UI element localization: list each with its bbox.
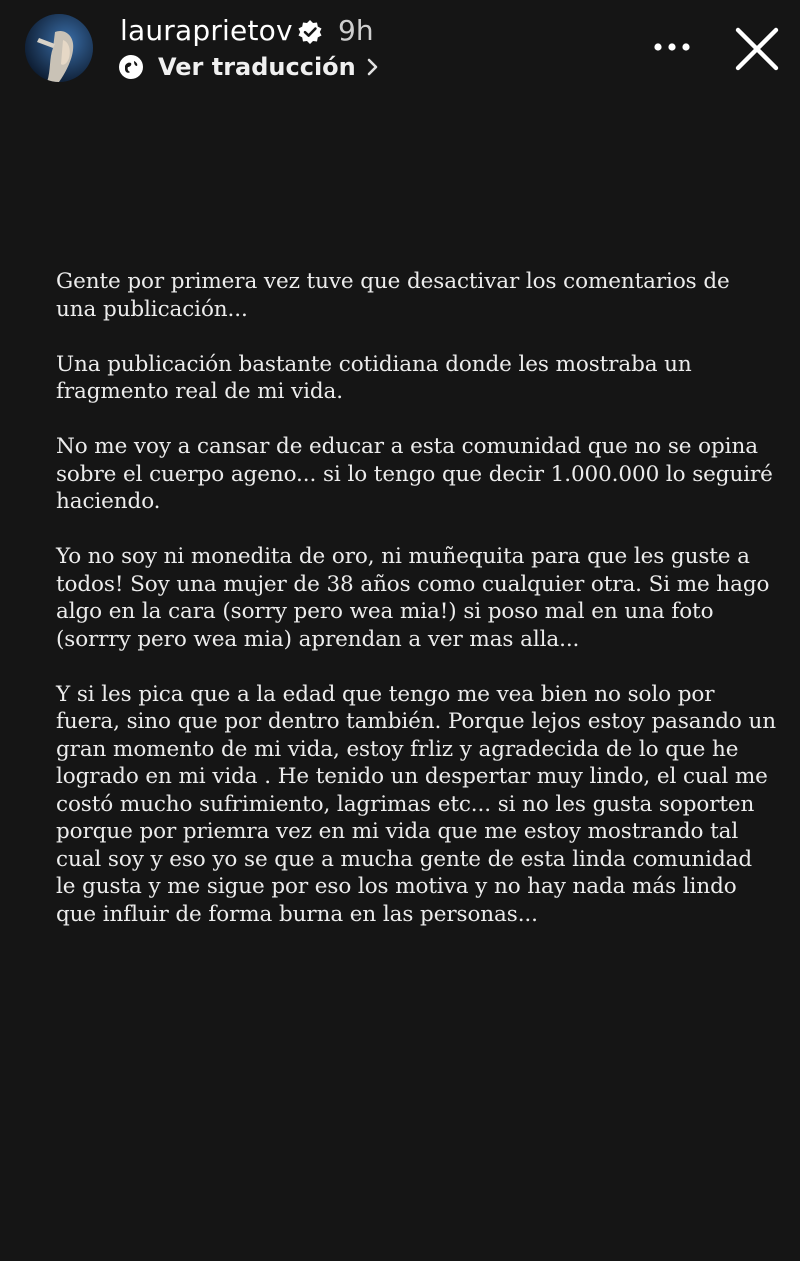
verified-badge-icon	[297, 19, 323, 45]
avatar[interactable]	[25, 14, 93, 82]
more-options-icon[interactable]	[648, 30, 696, 64]
story-paragraph: Yo no soy ni monedita de oro, ni muñequita para que les guste a todos! Soy una mujer de 38 años como cualquier otra. Si me hago algo en la cara (sorry pero wea mia!) si poso mal en una foto (sorrry pero wea mia) aprendan a ver mas alla...	[56, 544, 770, 652]
story-paragraph: Una publicación bastante cotidiana donde les mostraba un fragmento real de mi vida.	[56, 351, 692, 404]
close-icon[interactable]	[733, 25, 781, 73]
username[interactable]: lauraprietov	[120, 14, 293, 47]
story-text	[56, 268, 776, 956]
globe-icon	[118, 54, 144, 80]
story-paragraph: Gente por primera vez tuve que desactivar los comentarios de una publicación...	[56, 269, 730, 322]
post-time: 9h	[338, 14, 374, 47]
chevron-right-icon	[366, 56, 380, 78]
see-translation-label: Ver traducción	[158, 53, 356, 81]
see-translation-button[interactable]	[118, 50, 380, 84]
story-paragraph: No me voy a cansar de educar a esta comunidad que no se opina sobre el cuerpo ageno... si lo tengo que decir 1.000.000 lo seguiré haciendo.	[56, 434, 773, 514]
story-header	[0, 0, 800, 110]
story-paragraph: Y si les pica que a la edad que tengo me vea bien no solo por fuera, sino que por dentro también. Porque lejos estoy pasando un gran momento de mi vida, estoy frliz y agradecida de lo que he logrado en mi vida . He tenido un despertar muy lindo, el cual me costó mucho sufrimiento, lagrimas etc... si no les gusta soporten porque por priemra vez en mi vida que me estoy mostrando tal cual soy y eso yo se que a mucha gente de esta linda comunidad le gusta y me sigue por eso los motiva y no hay nada más lindo que influir de forma burna en las personas...	[56, 681, 776, 927]
